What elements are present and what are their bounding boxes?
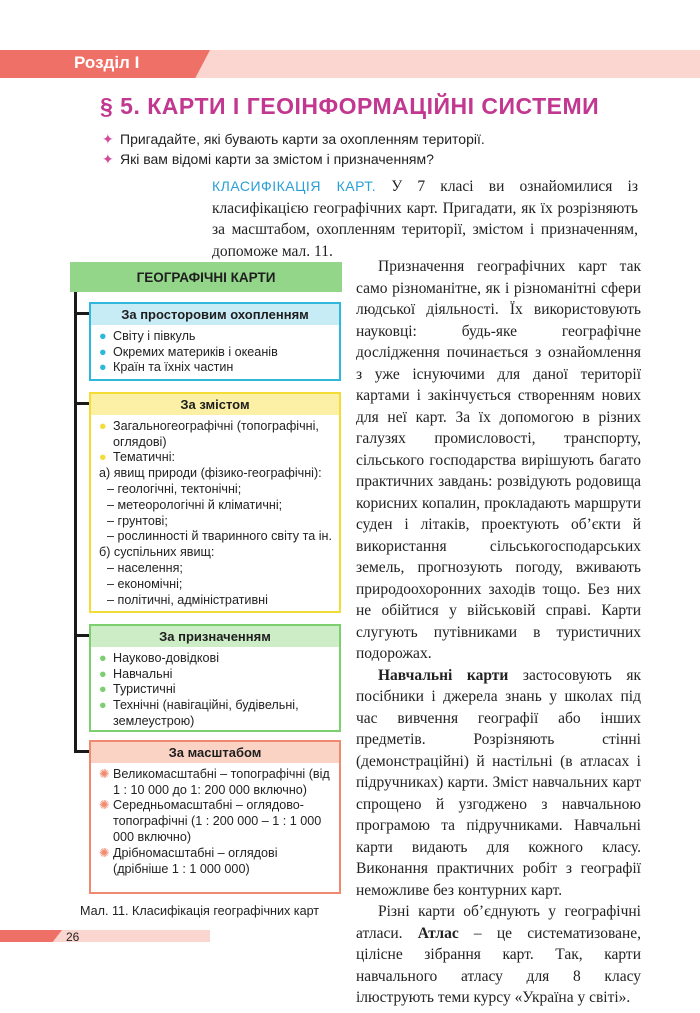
list-item: – населення; — [107, 560, 183, 575]
box-title: За масштабом — [91, 742, 339, 763]
bullet-icon: ● — [99, 418, 107, 433]
bullet-icon: ● — [99, 344, 107, 359]
list-item: ✺ Середньомасштабні – оглядово-топографічні (1 : 200 000 – 1 : 1 000 000 включно) — [99, 798, 322, 844]
list-item: ● Технічні (навігаційні, будівельні, землеустрою) — [99, 698, 299, 728]
box-scale — [89, 740, 341, 894]
paragraph-3: Різні карти об’єднують у географічні атласи. Атлас – це систематизоване, цілісне зібрання карт. Так, карти навчального атласу для 8 класу ілюструють теми курсу «Україна у світі». — [356, 903, 642, 1006]
diagram-top-box: ГЕОГРАФІЧНІ КАРТИ — [70, 262, 342, 292]
page-title: § 5. КАРТИ І ГЕОІНФОРМАЦІЙНІ СИСТЕМИ — [100, 93, 600, 119]
box-spatial-coverage — [89, 302, 341, 381]
term-atlas: Атлас — [417, 924, 459, 942]
intro-paragraph — [212, 176, 638, 262]
diagram-trunk-line — [74, 292, 77, 752]
bullet-icon: ✺ — [99, 798, 110, 813]
bullet-icon: ✦ — [102, 131, 114, 147]
bullet-icon: ● — [99, 360, 107, 375]
box-title: За змістом — [91, 394, 339, 415]
list-item: – рослинності й тваринного світу та ін. — [107, 529, 332, 544]
bullet-icon: ✺ — [99, 766, 110, 781]
list-item: – метеорологічні й кліматичні; — [107, 497, 283, 512]
diagram-branch-line — [74, 750, 90, 753]
list-item: ● Загальногеографічні (топографічні, оглядові) — [99, 418, 319, 449]
list-item: – геологічні, тектонічні; — [107, 481, 242, 496]
footer-tab — [0, 930, 62, 942]
box-title: За призначенням — [91, 626, 339, 647]
bullet-icon: ✺ — [99, 845, 110, 860]
intro-keyword: КЛАСИФІКАЦІЯ КАРТ. — [212, 178, 377, 194]
body-text-column — [356, 256, 641, 1009]
list-item: ● Туристичні — [99, 682, 176, 697]
list-item: – політичні, адміністративні — [107, 592, 268, 607]
figure-caption: Мал. 11. Класифікація географічних карт — [80, 904, 320, 918]
question-text: Які вам відомі карти за змістом і призначенням? — [120, 151, 434, 167]
diagram-branch-line — [74, 312, 90, 315]
bullet-icon: ● — [99, 450, 107, 465]
list-item: – економічні; — [107, 576, 183, 591]
bullet-icon: ● — [99, 650, 107, 665]
box-title: За просторовим охопленням — [91, 304, 339, 325]
list-item: ● Окремих материків і океанів — [99, 344, 278, 359]
list-item: а) явищ природи (фізико-географічні): — [99, 466, 322, 481]
list-item: ● Тематичні: — [99, 450, 175, 465]
bullet-icon: ● — [99, 666, 107, 681]
intro-text: У 7 класі ви ознайомилися із класифікацією географічних карт. Пригадати, як їх розрізняють за масштабом, охопленням території, змістом і призначенням, допоможе мал. 11. — [212, 178, 638, 260]
question-1 — [102, 131, 485, 147]
box-content — [89, 392, 341, 613]
list-item: ✺ Великомасштабні – топографічні (від 1 : 10 000 до 1: 200 000 включно) — [99, 766, 330, 797]
list-item: ● Країн та їхніх частин — [99, 360, 234, 375]
bullet-icon: ● — [99, 328, 107, 343]
section-label: Розділ І — [74, 53, 140, 72]
list-item: ● Світу і півкуль — [99, 328, 196, 343]
bullet-icon: ✦ — [102, 151, 114, 167]
bullet-icon: ● — [99, 698, 107, 713]
box-purpose — [89, 624, 341, 732]
list-item: б) суспільних явищ: — [99, 545, 215, 560]
page-number: 26 — [66, 930, 80, 944]
question-text: Пригадайте, які бувають карти за охопленням території. — [120, 131, 485, 147]
list-item: ● Науково-довідкові — [99, 650, 219, 665]
question-2 — [102, 151, 434, 167]
list-item: ✺ Дрібномасштабні – оглядові (дрібніше 1 : 1 000 000) — [99, 845, 278, 876]
term-educational-maps: Навчальні карти — [378, 666, 509, 684]
list-item: – грунтові; — [107, 513, 168, 528]
list-item: ● Навчальні — [99, 666, 173, 681]
paragraph-2: Навчальні карти застосовують як посібники і джерела знань у школах під час вивчення географії або інших предметів. Розрізняють стінні (демонстраційні) й настільні (в атласах і підручниках) карти. Зміст навчальних карт спрощено й узгоджено з навчальною програмою та підручниками. Навчальні карти видають для кожного класу. Виконання практичних робіт з географії неможливе без контурних карт. — [356, 666, 641, 899]
bullet-icon: ● — [99, 682, 107, 697]
diagram-branch-line — [74, 402, 90, 405]
paragraph-1: Призначення географічних карт так само різноманітне, як і різноманітні сфери людської діяльності. Їх використовують науковці: будь-яке географічне дослідження починається з ознайомлення з уже існуючими для даної території картами і закінчується створенням нових для неї карт. За їх допомогою в різних галузях промисловості, транспорту, сільського господарства вирішують багато практичних завдань: розвідують родовища корисних копалин, прокладають маршрути суден і літаків, проектують об’єкти й використання сільськогосподарських земель, прогнозують погоду, вживають природоохоронних заходів тощо. Без них не обійтися у військовій справі. Карти слугують путівниками в туристичних подорожах. — [356, 258, 641, 662]
diagram-branch-line — [74, 634, 90, 637]
